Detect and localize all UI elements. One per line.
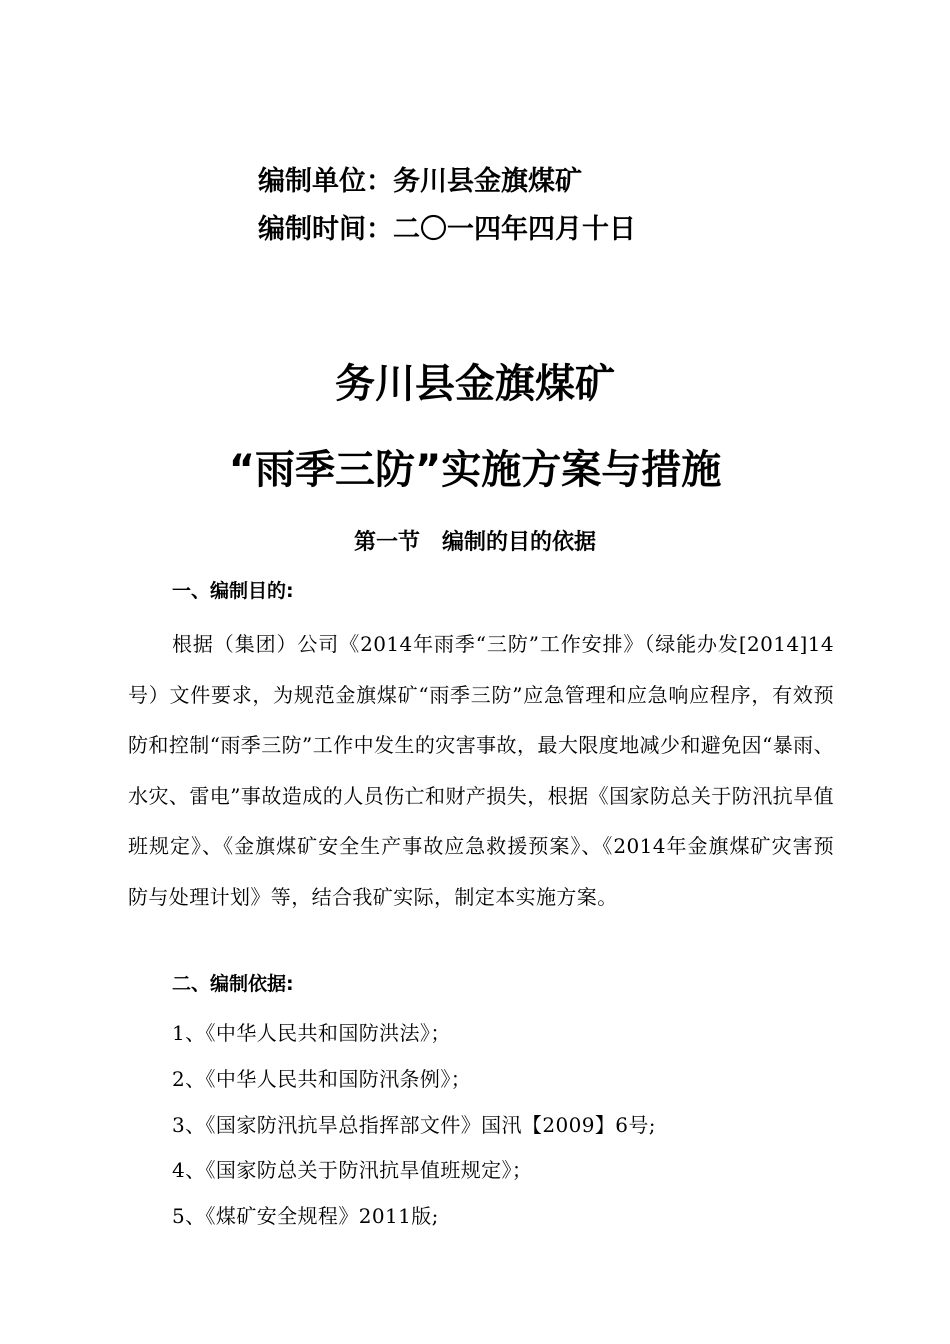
compiling-date: 编制时间：二〇一四年四月十日: [258, 214, 636, 245]
basis-list: [172, 1011, 656, 1240]
basis-item: 1、《中华人民共和国防洪法》；: [172, 1021, 451, 1045]
basis-item: 3、《国家防汛抗旱总指挥部文件》国汛【2009】6号;: [172, 1112, 656, 1137]
document-title-main: “雨季三防”实施方案与措施: [228, 447, 722, 493]
purpose-heading: 一、编制目的:: [172, 580, 294, 602]
basis-heading: 二、编制依据:: [172, 973, 294, 995]
section-title: 第一节 编制的目的依据: [353, 530, 596, 555]
basis-item: 5、《煤矿安全规程》2011版;: [172, 1204, 439, 1229]
basis-item: 4、《国家防总关于防汛抗旱值班规定》；: [172, 1158, 533, 1183]
basis-item: 2、《中华人民共和国防汛条例》；: [172, 1066, 472, 1091]
purpose-paragraph: 根据（集团）公司《2014年雨季“三防”工作安排》（绿能办发[2014]14号）文件要求，为规范金旗煤矿“雨季三防”应急管理和应急响应程序，有效预防和控制“雨季三防”工作中发生的灾害事故，最大限度地减少和避免因“暴雨、水灾、雷电”事故造成的人员伤亡和财产损失，根据《国家防总关于防汛抗旱值班规定》、《金旗煤矿安全生产事故应急救援预案》、《2014年金旗煤矿灾害预防与处理计划》等，结合我矿实际，制定本实施方案。: [128, 632, 834, 909]
document-title-org: 务川县金旗煤矿: [335, 361, 615, 407]
compiling-unit: 编制单位：务川县金旗煤矿: [258, 166, 582, 197]
